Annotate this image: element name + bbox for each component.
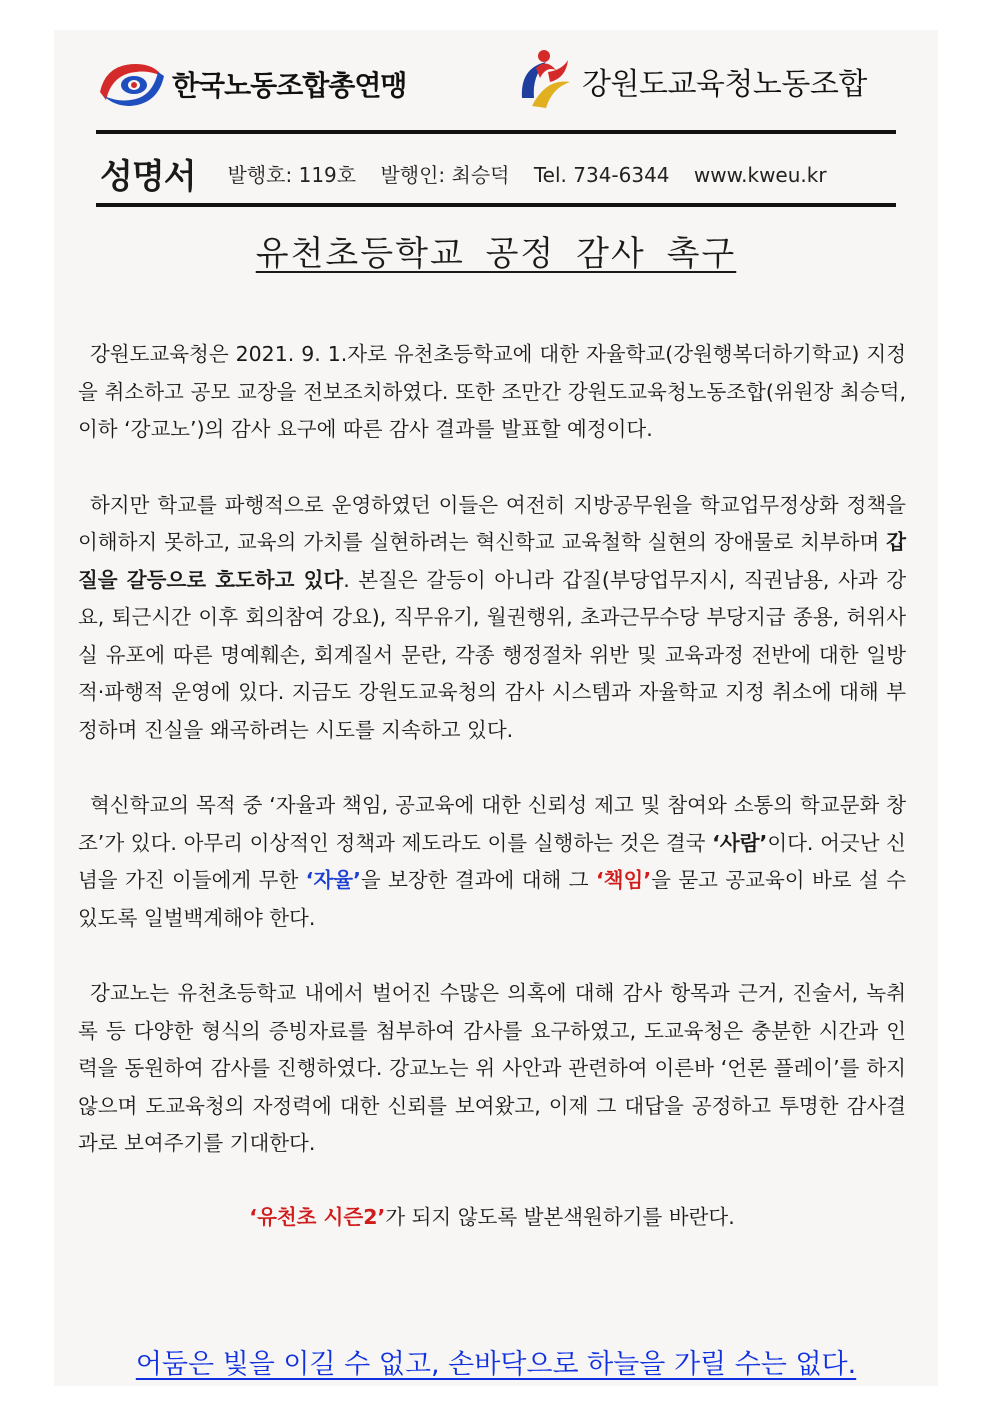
paragraph-1: 강원도교육청은 2021. 9. 1.자로 유천초등학교에 대한 자율학교(강원행복더하기학교) 지정을 취소하고 공모 교장을 전보조치하였다. 또한 조만간 강원도교육청노동조합(위원장 최승덕, 이하 ‘강교노’)의 감사 요구에 따른 감사 결과를 발표할 예정이다.	[78, 342, 906, 441]
paragraph-3-autonomy: ‘자율’	[305, 868, 361, 892]
kweu-logo	[516, 48, 867, 114]
telephone: Tel. 734-6344	[533, 162, 670, 187]
title-block	[0, 226, 992, 275]
kweu-emblem-icon	[516, 48, 576, 114]
paragraph-2-text-b: . 본질은 갈등이 아니라 갑질(부당업무지시, 직권남용, 사과 강요, 퇴근시간 이후 회의참여 강요), 직무유기, 월권행위, 초과근무수당 부당지급 종용, 허위사실 유포에 따른 명예훼손, 회계질서 문란, 각종 행정절차 위반 및 교육과정 전반에 대한 일방적·파행적 운영에 있다. 지금도 강원도교육청의 감사 시스템과 자율학교 지정 취소에 대해 부정하며 진실을 왜곡하려는 시도를 지속하고 있다.	[78, 567, 906, 742]
paragraph-3-text-a: 혁신학교의 목적 중 ‘자율과 책임, 공교육에 대한 신뢰성 제고 및 참여와 소통의 학교문화 창조’가 있다. 아무리 이상적인 정책과 제도라도 이를 실행하는 것은 결국	[78, 793, 906, 855]
kweu-name: 강원도교육청노동조합	[582, 67, 867, 102]
document-type: 성명서	[100, 156, 196, 197]
header-divider-bottom	[96, 203, 896, 207]
header-divider-top	[96, 130, 896, 134]
fktu-name: 한국노동조합총연맹	[172, 69, 407, 102]
paragraph-3-people: ‘사람’	[712, 830, 768, 855]
fktu-emblem-icon	[96, 54, 168, 114]
paragraph-4: 강교노는 유천초등학교 내에서 벌어진 수많은 의혹에 대해 감사 항목과 근거, 진술서, 녹취록 등 다양한 형식의 증빙자료를 첨부하여 감사를 요구하였고, 도교육청은 충분한 시간과 인력을 동원하여 감사를 진행하였다. 강교노는 위 사안과 관련하여 이른바 ‘언론 플레이’를 하지 않으며 도교육청의 자정력에 대한 신뢰를 보여왔고, 이제 그 대답을 공정하고 투명한 감사결과로 보여주기를 기대한다.	[78, 981, 906, 1155]
issue-number: 발행호: 119호	[227, 162, 357, 187]
paragraph-3-text-c: 을 보장한 결과에 대해 그	[360, 868, 596, 892]
paragraph-5-season2: ‘유천초 시즌2’	[249, 1204, 386, 1229]
website: www.kweu.kr	[693, 162, 827, 187]
paragraph-5	[78, 1199, 906, 1237]
page-title: 유천초등학교 공정 감사 촉구	[255, 234, 737, 274]
paragraph-3-text-b: 이다. 어긋난 신념을 가진 이들에게 무한	[78, 830, 906, 892]
fktu-logo	[96, 54, 406, 114]
statement-header	[100, 148, 890, 198]
paragraph-3-responsibility: ‘책임’	[595, 868, 652, 892]
paragraph-5-text: 가 되지 않도록 발본색원하기를 바란다.	[385, 1204, 735, 1229]
paragraph-3	[78, 787, 906, 937]
statement-body	[78, 336, 906, 1236]
closing-slogan-block	[0, 1342, 992, 1381]
paragraph-2-emphasis: 갑질을 갈등으로 호도하고 있다	[78, 530, 906, 592]
publisher: 발행인: 최승덕	[380, 162, 510, 187]
closing-slogan: 어둠은 빛을 이길 수 없고, 손바닥으로 하늘을 가릴 수는 없다.	[135, 1349, 857, 1380]
paragraph-2-text-a: 하지만 학교를 파행적으로 운영하였던 이들은 여전히 지방공무원을 학교업무정상화 정책을 이해하지 못하고, 교육의 가치를 실현하려는 혁신학교 교육철학 실현의 장애물로 치부하며	[78, 492, 906, 554]
paragraph-3-text-d: 을 묻고 공교육이 바로 설 수 있도록 일벌백계해야 한다.	[78, 868, 906, 930]
paragraph-2	[78, 487, 906, 750]
header-meta	[228, 159, 845, 188]
